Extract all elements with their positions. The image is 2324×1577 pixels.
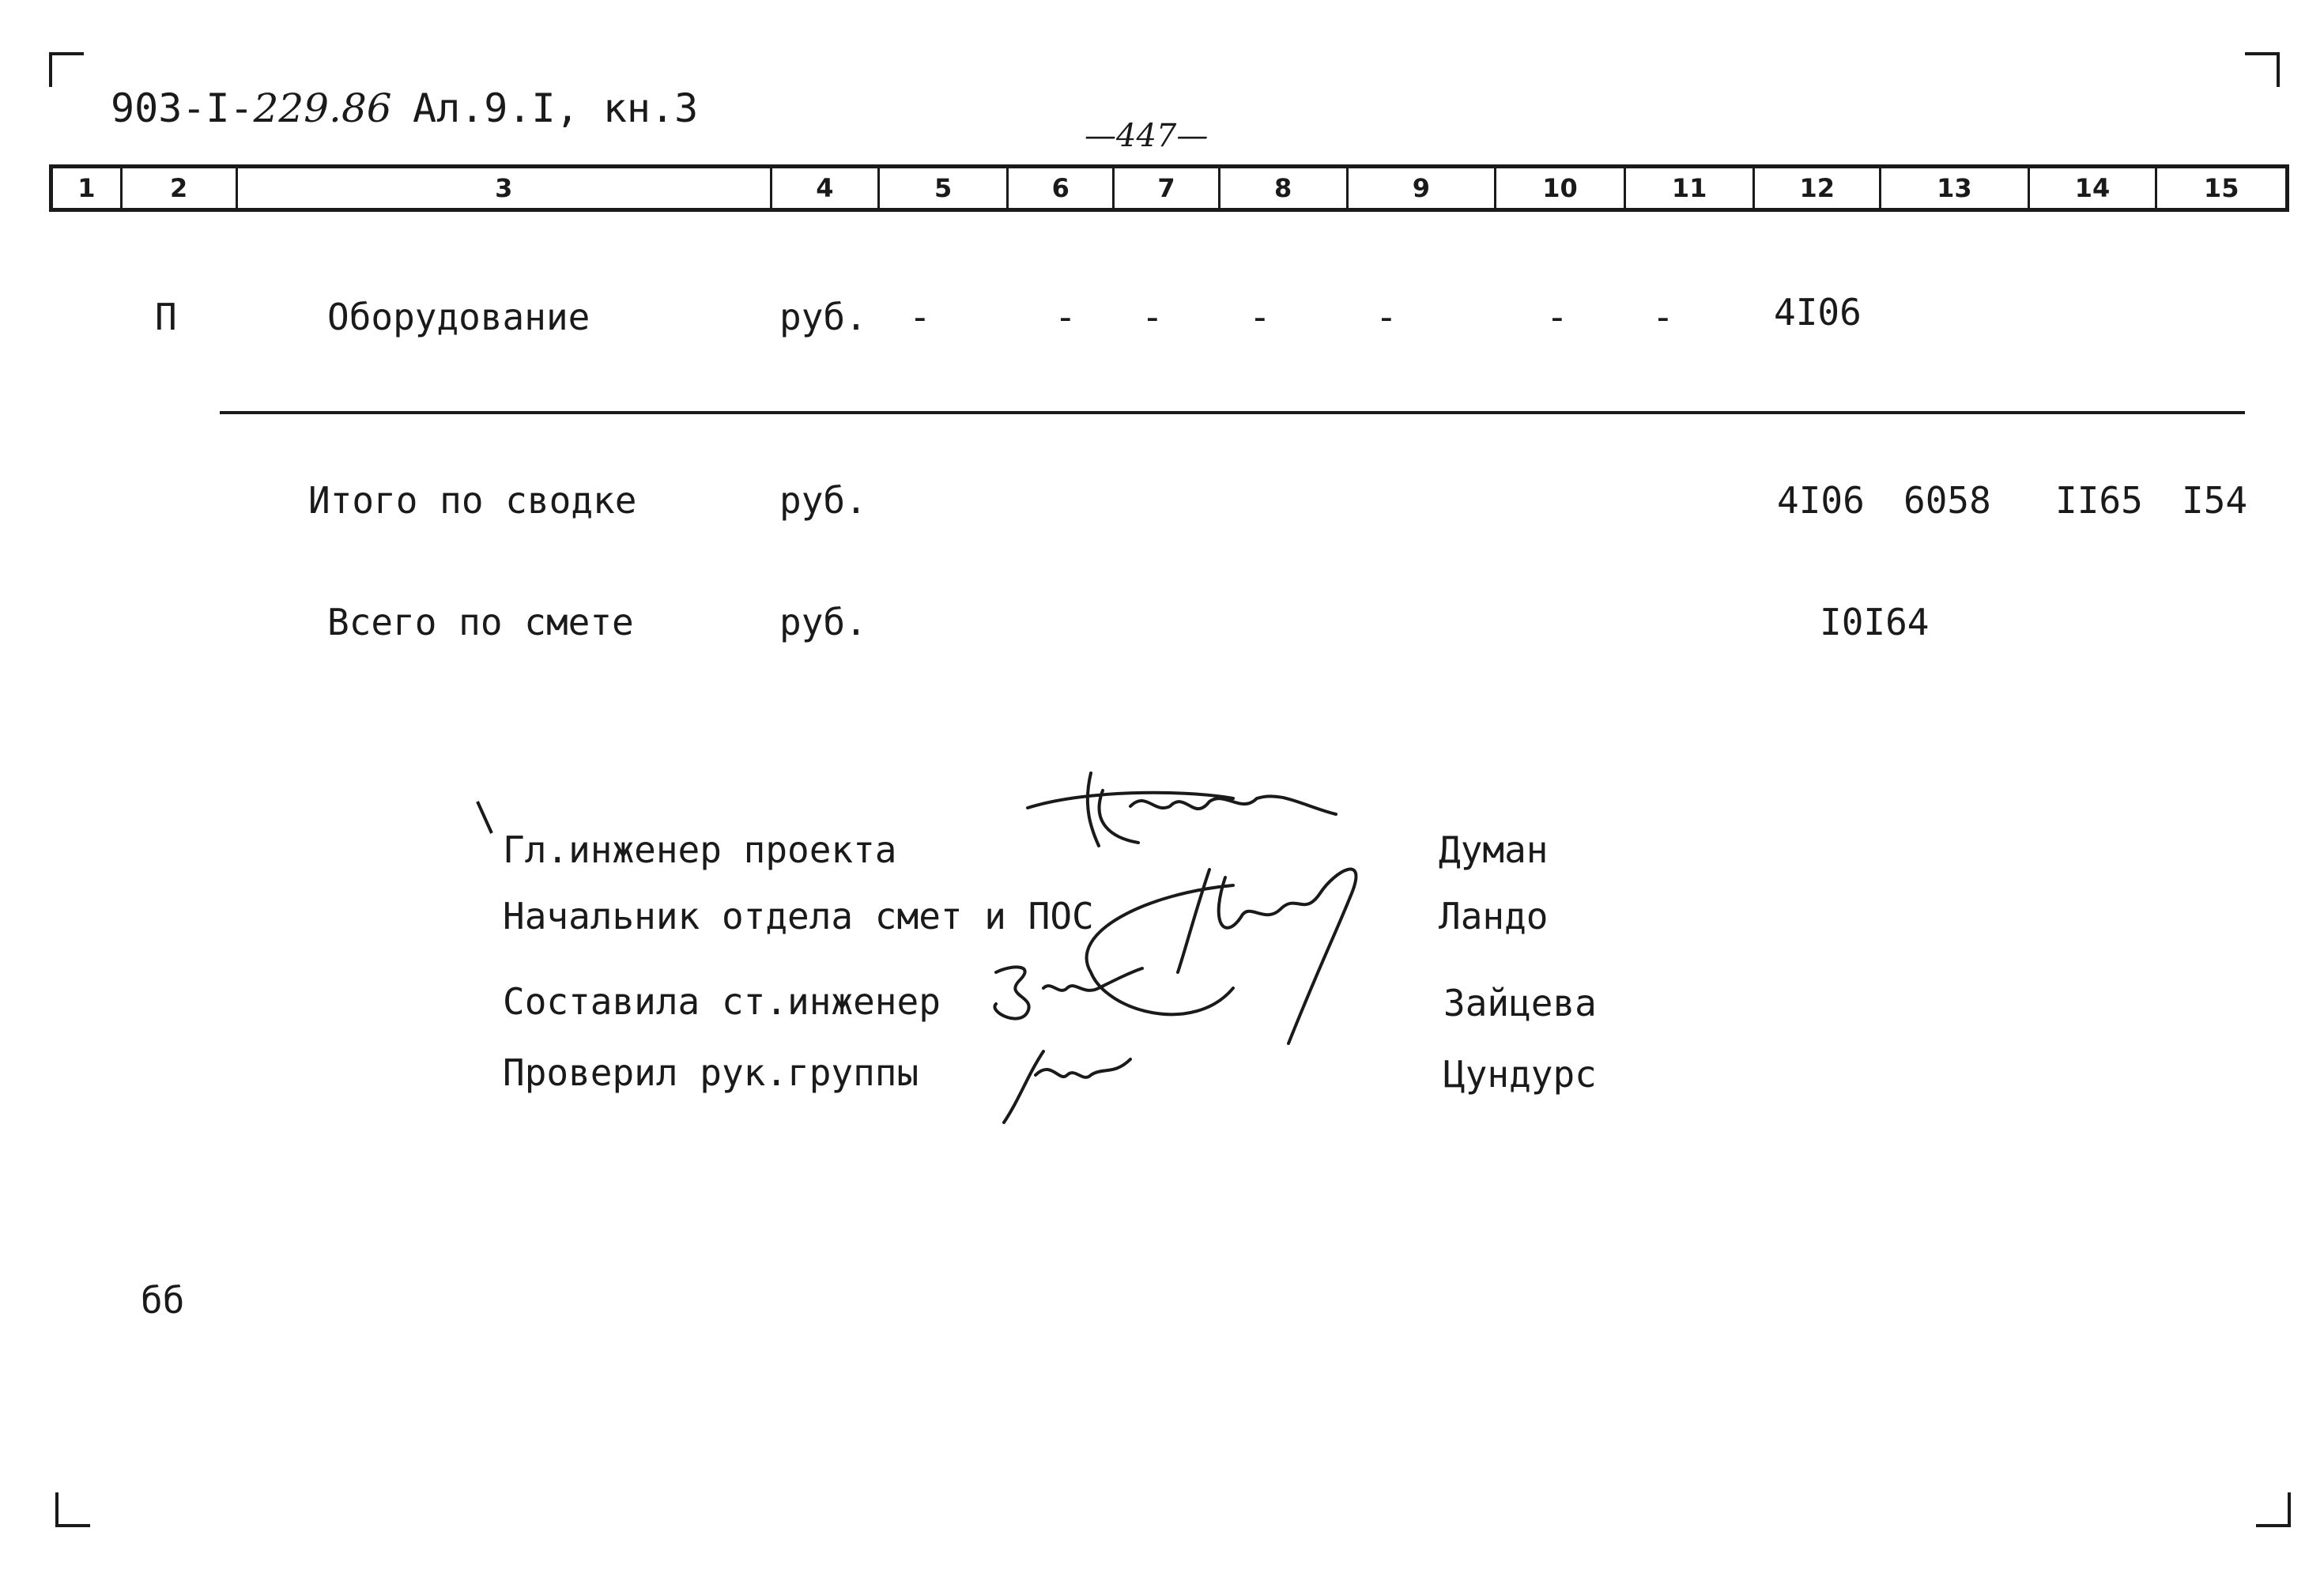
signoff-role-checker: Проверил рук.группы xyxy=(503,1051,919,1094)
signoff-role-chief-engineer: Гл.инженер проекта xyxy=(503,828,897,871)
column-number: 7 xyxy=(1115,168,1220,208)
column-number: 3 xyxy=(238,168,773,208)
column-number: 9 xyxy=(1349,168,1497,208)
document-code xyxy=(111,85,392,131)
signoff-name-department-head: Ландо xyxy=(1439,895,1549,938)
signoff-name-checker: Цундурс xyxy=(1443,1053,1597,1096)
grand-total-label: Всего по смете xyxy=(327,601,634,643)
equipment-dash-col5: - xyxy=(909,296,931,338)
column-number: 12 xyxy=(1755,168,1881,208)
doc-code-handwritten: 229.86 xyxy=(253,85,392,131)
signoff-role-compiler: Составила ст.инженер xyxy=(503,980,941,1023)
total-label: Итого по сводке xyxy=(308,479,637,522)
separator-line xyxy=(220,411,2245,414)
album-reference: Ал.9.I, кн.3 xyxy=(413,85,699,131)
corner-mark-top-right xyxy=(2245,52,2280,87)
signature-department-head xyxy=(1087,870,1356,1043)
equipment-col12-value: 4I06 xyxy=(1774,291,1862,334)
column-number-bar xyxy=(49,164,2289,212)
signature-compiler xyxy=(994,967,1142,1018)
equipment-dash-col6: - xyxy=(1054,296,1077,338)
column-number: 1 xyxy=(53,168,123,208)
sheet-mark: бб xyxy=(141,1279,185,1322)
signature-chief-engineer xyxy=(1028,773,1336,846)
column-number: 14 xyxy=(2030,168,2158,208)
handwritten-signatures xyxy=(972,759,1415,1130)
equipment-code: П xyxy=(155,296,177,338)
signoff-name-chief-engineer: Думан xyxy=(1439,828,1549,871)
equipment-unit: руб. xyxy=(779,296,867,338)
equipment-dash-col9: - xyxy=(1375,296,1398,338)
signoff-role-department-head: Начальник отдела смет и ПОС xyxy=(503,895,1094,938)
column-number: 8 xyxy=(1220,168,1349,208)
total-unit: руб. xyxy=(779,479,867,522)
column-number: 2 xyxy=(123,168,238,208)
grand-total-value: I0I64 xyxy=(1820,601,1930,643)
corner-mark-bottom-right xyxy=(2256,1492,2291,1527)
signature-checker xyxy=(1004,1051,1130,1122)
column-number: 4 xyxy=(772,168,880,208)
column-number: 10 xyxy=(1496,168,1626,208)
tick-mark xyxy=(474,798,498,838)
page-number: —447— xyxy=(1085,118,1209,154)
column-number: 15 xyxy=(2203,173,2239,203)
corner-mark-bottom-left xyxy=(55,1492,90,1527)
equipment-dash-col7: - xyxy=(1141,296,1164,338)
equipment-dash-col11: - xyxy=(1652,296,1674,338)
signoff-name-compiler: Зайцева xyxy=(1443,982,1597,1024)
column-number: 5 xyxy=(880,168,1009,208)
equipment-name: Оборудование xyxy=(327,296,590,338)
equipment-dash-col8: - xyxy=(1249,296,1271,338)
grand-total-unit: руб. xyxy=(779,601,867,643)
doc-code-prefix: 903-I- xyxy=(111,85,254,131)
corner-mark-top-left xyxy=(49,52,84,87)
column-number: 11 xyxy=(1626,168,1756,208)
total-col13-value: 6058 xyxy=(1903,479,1991,522)
column-number: 6 xyxy=(1009,168,1115,208)
column-number: 13 xyxy=(1881,168,2030,208)
equipment-dash-col10: - xyxy=(1546,296,1568,338)
total-col12-value: 4I06 xyxy=(1777,479,1865,522)
total-col15-value: I54 xyxy=(2182,479,2248,522)
total-col14-value: II65 xyxy=(2055,479,2143,522)
